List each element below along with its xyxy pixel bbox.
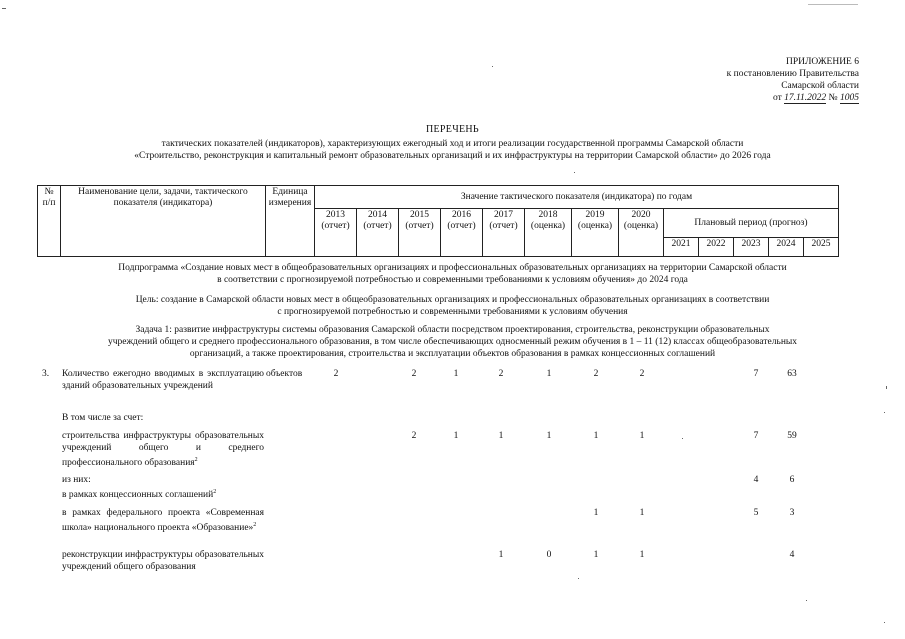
row1-unit: объектов: [266, 369, 303, 379]
header-values: Значение тактического показателя (индикатора) по годам: [315, 186, 839, 209]
scan-speck: [884, 622, 885, 623]
scan-speck: [682, 438, 683, 439]
row5-name: в рамках федерального проекта «Современная школа» национального проекта «Образование»$^2$: [62, 508, 264, 534]
header-plan-2021: 2021: [664, 238, 699, 257]
indicators-table-header: [37, 185, 839, 257]
goal-line-2: с прогнозируемой потребностью и современными требованиями к условиям обучения: [277, 307, 628, 317]
row3-2023: 7: [753, 431, 759, 441]
row6-name: реконструкции инфраструктуры образовательных учреждений общего образования: [62, 550, 264, 572]
annex-number-prefix: №: [828, 93, 838, 103]
goal-line-1: Цель: создание в Самарской области новых мест в общеобразовательных организациях и профессиональных образовательных организациях в соответствии: [135, 295, 770, 305]
row1-2013: 2: [333, 369, 339, 379]
annex-line-2: к постановлению Правительства: [726, 69, 859, 79]
row4-2023: 4: [753, 475, 759, 485]
row4-2024: 6: [789, 475, 795, 485]
row3-2015: 2: [411, 431, 417, 441]
annex-title: ПРИЛОЖЕНИЕ 6: [785, 57, 859, 67]
row2-name: В том числе за счет:: [62, 413, 144, 423]
annex-line-3: Самарской области: [781, 81, 859, 91]
row1-num: 3.: [42, 369, 50, 379]
header-plan-2023: 2023: [734, 238, 769, 257]
header-year-2014: 2014 (отчет): [357, 209, 399, 257]
row3-2019: 1: [593, 431, 599, 441]
scan-speck: [574, 172, 575, 173]
row6-2017: 1: [498, 550, 504, 560]
task-line-3: организаций, а также проектирования, строительства и эксплуатации объектов образования в рамках концессионных соглашений: [189, 349, 716, 359]
task-line-2: учреждений общего и среднего профессионального образования, в том числе обеспечивающих односменный режим обучения в 1 – 11 (12) классах общеобразовательных: [107, 337, 798, 347]
annex-block: [689, 56, 859, 104]
row5-2019: 1: [593, 508, 599, 518]
row3-2020: 1: [639, 431, 645, 441]
document-title: ПЕРЕЧЕНЬ: [426, 124, 479, 135]
scan-speck: [886, 386, 887, 389]
row1-2023: 7: [753, 369, 759, 379]
task-line-1: Задача 1: развитие инфраструктуры системы образования Самарской области посредством проектирования, строительства, реконструкции образовательных: [135, 325, 770, 335]
header-year-2017: 2017 (отчет): [483, 209, 525, 257]
row3-2017: 1: [498, 431, 504, 441]
scan-speck: [578, 578, 579, 579]
row1-2024: 63: [787, 369, 797, 379]
annex-number-value: 1005: [840, 93, 859, 103]
header-plan-2022: 2022: [699, 238, 734, 257]
row6-2024: 4: [789, 550, 795, 560]
row1-name: Количество ежегодно вводимых в эксплуатацию зданий образовательных учреждений: [62, 369, 264, 391]
header-plan-2025: 2025: [804, 238, 839, 257]
row1-2020: 2: [639, 369, 645, 379]
row3-2018: 1: [546, 431, 552, 441]
row4-name: из них: в рамках концессионных соглашений$^2$: [62, 475, 217, 501]
row6-2018: 0: [546, 550, 552, 560]
row3-2016: 1: [453, 431, 459, 441]
scan-speck: [492, 66, 493, 67]
row1-2016: 1: [453, 369, 459, 379]
header-year-2013: 2013 (отчет): [315, 209, 357, 257]
row3-2024: 59: [787, 431, 797, 441]
row5-2020: 1: [639, 508, 645, 518]
row5-2023: 5: [753, 508, 759, 518]
subprogram-line-1: Подпрограмма «Создание новых мест в общеобразовательных организациях и профессиональных образовательных организациях на территории Самарской области: [118, 263, 787, 273]
header-year-2019: 2019 (оценка): [572, 209, 619, 257]
header-name: Наименование цели, задачи, тактического показателя (индикатора): [61, 186, 266, 257]
scan-speck: [2, 8, 6, 9]
header-plan-2024: 2024: [769, 238, 804, 257]
row6-2019: 1: [593, 550, 599, 560]
header-year-2018: 2018 (оценка): [525, 209, 572, 257]
scan-speck: [806, 600, 807, 601]
header-year-2020: 2020 (оценка): [619, 209, 664, 257]
document-subtitle-2: «Строительство, реконструкция и капитальный ремонт образовательных организаций и их инфраструктуры на территории Самарской области» до 2026 года: [134, 151, 771, 161]
scan-speck: [808, 4, 858, 5]
document-subtitle-1: тактических показателей (индикаторов), характеризующих ежегодный ход и итоги реализации государственной программы Самарской области: [161, 139, 744, 149]
annex-date-prefix: от: [772, 93, 782, 103]
header-num: № п/п: [38, 186, 61, 257]
row1-2017: 2: [498, 369, 504, 379]
header-year-2015: 2015 (отчет): [399, 209, 441, 257]
row5-2024: 3: [789, 508, 795, 518]
annex-date-value: 17.11.2022: [784, 93, 827, 103]
subprogram-line-2: в соответствии с прогнозируемой потребностью и современными требованиями к условиям обучения» до 2024 года: [217, 275, 688, 285]
header-year-2016: 2016 (отчет): [441, 209, 483, 257]
row1-2018: 1: [546, 369, 552, 379]
row1-2015: 2: [411, 369, 417, 379]
annex-date-line: [689, 92, 859, 104]
row3-name: строительства инфраструктуры образовательных учреждений общего и среднего профессионального образования$^2$: [62, 431, 264, 469]
row6-2020: 1: [639, 550, 645, 560]
header-planned: Плановый период (прогноз): [664, 209, 839, 238]
scan-speck: [884, 412, 885, 413]
header-unit: Единица измерения: [266, 186, 315, 257]
row1-2019: 2: [593, 369, 599, 379]
